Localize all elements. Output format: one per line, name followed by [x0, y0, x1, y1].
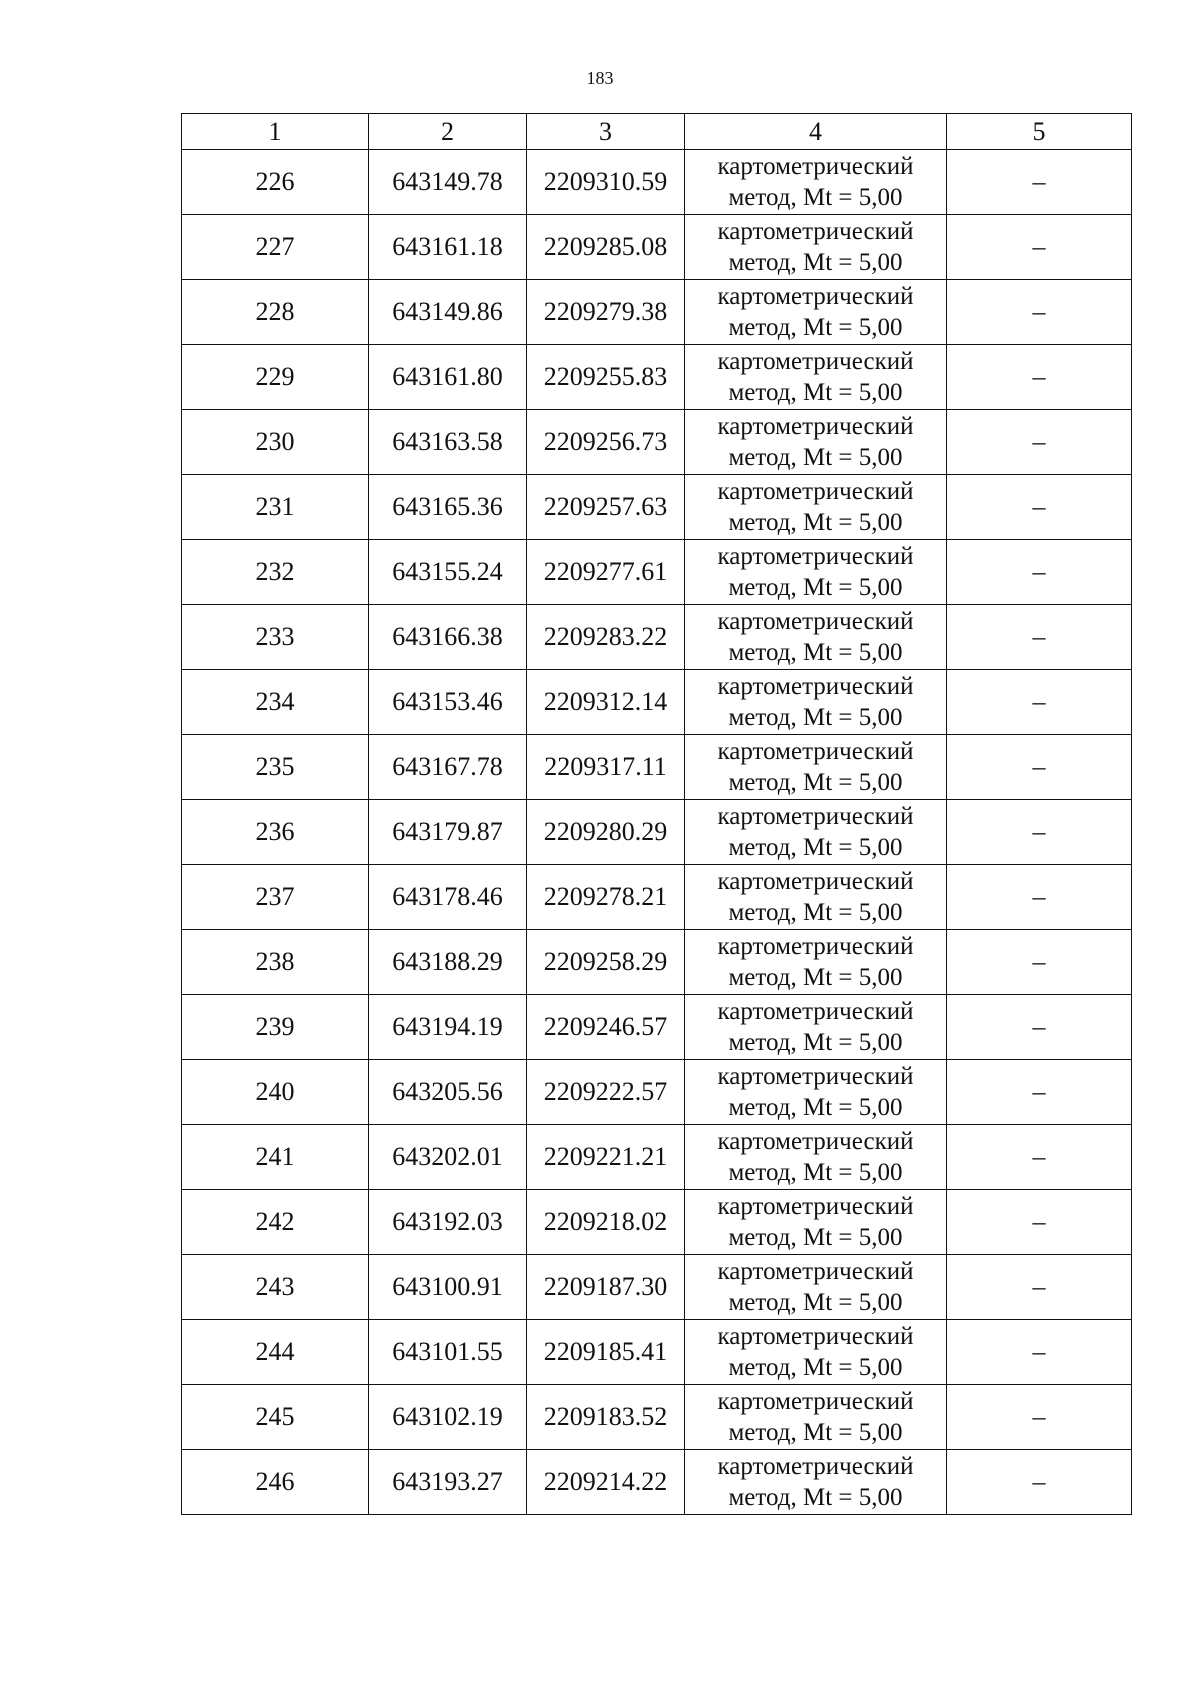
method-line-1: картометрический [717, 153, 914, 180]
y-coordinate-cell: 2209183.52 [527, 1385, 685, 1450]
method-line-2: метод, Mt = 5,00 [728, 834, 903, 861]
point-number-cell: 241 [182, 1125, 369, 1190]
method-cell [685, 475, 947, 540]
y-coordinate-cell: 2209256.73 [527, 410, 685, 475]
method-line-2: метод, Mt = 5,00 [728, 444, 903, 471]
method-line-1: картометрический [717, 608, 914, 635]
method-line-2: метод, Mt = 5,00 [728, 574, 903, 601]
x-coordinate-cell: 643178.46 [369, 865, 527, 930]
method-line-1: картометрический [717, 803, 914, 830]
table-row [182, 865, 1132, 930]
note-cell: – [947, 280, 1132, 345]
x-coordinate-cell: 643166.38 [369, 605, 527, 670]
method-cell [685, 345, 947, 410]
method-line-2: метод, Mt = 5,00 [728, 1354, 903, 1381]
y-coordinate-cell: 2209222.57 [527, 1060, 685, 1125]
method-line-2: метод, Mt = 5,00 [728, 379, 903, 406]
table-row [182, 280, 1132, 345]
x-coordinate-cell: 643194.19 [369, 995, 527, 1060]
table-row [182, 1125, 1132, 1190]
method-cell [685, 995, 947, 1060]
point-number-cell: 230 [182, 410, 369, 475]
method-cell [685, 865, 947, 930]
point-number-cell: 233 [182, 605, 369, 670]
note-cell: – [947, 150, 1132, 215]
table-row [182, 540, 1132, 605]
x-coordinate-cell: 643161.80 [369, 345, 527, 410]
table-row [182, 1450, 1132, 1515]
point-number-cell: 235 [182, 735, 369, 800]
method-cell [685, 1385, 947, 1450]
method-line-2: метод, Mt = 5,00 [728, 1419, 903, 1446]
note-cell: – [947, 1320, 1132, 1385]
method-line-2: метод, Mt = 5,00 [728, 184, 903, 211]
y-coordinate-cell: 2209214.22 [527, 1450, 685, 1515]
method-line-1: картометрический [717, 1258, 914, 1285]
method-line-1: картометрический [717, 543, 914, 570]
point-number-cell: 238 [182, 930, 369, 995]
method-cell [685, 1190, 947, 1255]
table-row [182, 345, 1132, 410]
point-number-cell: 237 [182, 865, 369, 930]
method-line-1: картометрический [717, 348, 914, 375]
y-coordinate-cell: 2209246.57 [527, 995, 685, 1060]
method-line-2: метод, Mt = 5,00 [728, 509, 903, 536]
x-coordinate-cell: 643149.86 [369, 280, 527, 345]
note-cell: – [947, 1125, 1132, 1190]
table-row [182, 1190, 1132, 1255]
method-line-1: картометрический [717, 1193, 914, 1220]
method-cell [685, 1255, 947, 1320]
point-number-cell: 228 [182, 280, 369, 345]
point-number-cell: 232 [182, 540, 369, 605]
method-line-2: метод, Mt = 5,00 [728, 964, 903, 991]
method-line-2: метод, Mt = 5,00 [728, 704, 903, 731]
table-body [182, 150, 1132, 1515]
x-coordinate-cell: 643100.91 [369, 1255, 527, 1320]
point-number-cell: 226 [182, 150, 369, 215]
y-coordinate-cell: 2209221.21 [527, 1125, 685, 1190]
page-number: 183 [586, 68, 614, 88]
table-row [182, 1385, 1132, 1450]
method-cell [685, 280, 947, 345]
method-line-1: картометрический [717, 738, 914, 765]
x-coordinate-cell: 643153.46 [369, 670, 527, 735]
note-cell: – [947, 1255, 1132, 1320]
note-cell: – [947, 475, 1132, 540]
table-row [182, 800, 1132, 865]
method-line-2: метод, Mt = 5,00 [728, 249, 903, 276]
method-line-2: метод, Mt = 5,00 [728, 639, 903, 666]
method-line-1: картометрический [717, 868, 914, 895]
method-cell [685, 540, 947, 605]
note-cell: – [947, 1450, 1132, 1515]
method-line-2: метод, Mt = 5,00 [728, 899, 903, 926]
x-coordinate-cell: 643102.19 [369, 1385, 527, 1450]
table-row [182, 215, 1132, 280]
point-number-cell: 244 [182, 1320, 369, 1385]
note-cell: – [947, 930, 1132, 995]
y-coordinate-cell: 2209257.63 [527, 475, 685, 540]
note-cell: – [947, 540, 1132, 605]
method-cell [685, 605, 947, 670]
x-coordinate-cell: 643192.03 [369, 1190, 527, 1255]
x-coordinate-cell: 643188.29 [369, 930, 527, 995]
table-row [182, 605, 1132, 670]
table-row [182, 1255, 1132, 1320]
coordinates-table [181, 113, 1132, 1515]
note-cell: – [947, 215, 1132, 280]
y-coordinate-cell: 2209218.02 [527, 1190, 685, 1255]
x-coordinate-cell: 643101.55 [369, 1320, 527, 1385]
note-cell: – [947, 995, 1132, 1060]
method-line-1: картометрический [717, 1128, 914, 1155]
y-coordinate-cell: 2209258.29 [527, 930, 685, 995]
note-cell: – [947, 1385, 1132, 1450]
method-line-1: картометрический [717, 1063, 914, 1090]
y-coordinate-cell: 2209317.11 [527, 735, 685, 800]
column-header-4: 4 [685, 114, 947, 150]
method-line-2: метод, Mt = 5,00 [728, 1159, 903, 1186]
note-cell: – [947, 865, 1132, 930]
method-line-2: метод, Mt = 5,00 [728, 1224, 903, 1251]
method-cell [685, 800, 947, 865]
point-number-cell: 239 [182, 995, 369, 1060]
x-coordinate-cell: 643165.36 [369, 475, 527, 540]
column-header-3: 3 [527, 114, 685, 150]
y-coordinate-cell: 2209187.30 [527, 1255, 685, 1320]
table-row [182, 475, 1132, 540]
note-cell: – [947, 670, 1132, 735]
y-coordinate-cell: 2209312.14 [527, 670, 685, 735]
table-row [182, 150, 1132, 215]
method-line-1: картометрический [717, 478, 914, 505]
y-coordinate-cell: 2209310.59 [527, 150, 685, 215]
table-row [182, 995, 1132, 1060]
method-line-1: картометрический [717, 283, 914, 310]
x-coordinate-cell: 643167.78 [369, 735, 527, 800]
method-line-2: метод, Mt = 5,00 [728, 1094, 903, 1121]
point-number-cell: 243 [182, 1255, 369, 1320]
method-line-2: метод, Mt = 5,00 [728, 314, 903, 341]
method-line-1: картометрический [717, 1453, 914, 1480]
column-header-2: 2 [369, 114, 527, 150]
method-cell [685, 410, 947, 475]
table-row [182, 670, 1132, 735]
note-cell: – [947, 1190, 1132, 1255]
method-cell [685, 1060, 947, 1125]
y-coordinate-cell: 2209277.61 [527, 540, 685, 605]
x-coordinate-cell: 643161.18 [369, 215, 527, 280]
y-coordinate-cell: 2209185.41 [527, 1320, 685, 1385]
method-cell [685, 150, 947, 215]
point-number-cell: 231 [182, 475, 369, 540]
x-coordinate-cell: 643205.56 [369, 1060, 527, 1125]
point-number-cell: 246 [182, 1450, 369, 1515]
x-coordinate-cell: 643193.27 [369, 1450, 527, 1515]
x-coordinate-cell: 643202.01 [369, 1125, 527, 1190]
y-coordinate-cell: 2209278.21 [527, 865, 685, 930]
method-line-1: картометрический [717, 218, 914, 245]
y-coordinate-cell: 2209285.08 [527, 215, 685, 280]
point-number-cell: 245 [182, 1385, 369, 1450]
point-number-cell: 242 [182, 1190, 369, 1255]
table-row [182, 930, 1132, 995]
point-number-cell: 227 [182, 215, 369, 280]
point-number-cell: 229 [182, 345, 369, 410]
y-coordinate-cell: 2209283.22 [527, 605, 685, 670]
method-cell [685, 735, 947, 800]
method-cell [685, 215, 947, 280]
x-coordinate-cell: 643149.78 [369, 150, 527, 215]
method-line-2: метод, Mt = 5,00 [728, 1289, 903, 1316]
x-coordinate-cell: 643163.58 [369, 410, 527, 475]
y-coordinate-cell: 2209279.38 [527, 280, 685, 345]
note-cell: – [947, 1060, 1132, 1125]
method-line-2: метод, Mt = 5,00 [728, 1029, 903, 1056]
method-line-2: метод, Mt = 5,00 [728, 769, 903, 796]
note-cell: – [947, 345, 1132, 410]
method-line-1: картометрический [717, 1388, 914, 1415]
coordinates-table-container [181, 113, 1131, 1515]
x-coordinate-cell: 643179.87 [369, 800, 527, 865]
column-header-1: 1 [182, 114, 369, 150]
note-cell: – [947, 800, 1132, 865]
point-number-cell: 240 [182, 1060, 369, 1125]
table-row [182, 1320, 1132, 1385]
table-row [182, 1060, 1132, 1125]
x-coordinate-cell: 643155.24 [369, 540, 527, 605]
column-header-5: 5 [947, 114, 1132, 150]
point-number-cell: 234 [182, 670, 369, 735]
method-line-1: картометрический [717, 933, 914, 960]
method-cell [685, 670, 947, 735]
table-row [182, 735, 1132, 800]
method-line-1: картометрический [717, 998, 914, 1025]
method-cell [685, 1125, 947, 1190]
note-cell: – [947, 605, 1132, 670]
table-row [182, 410, 1132, 475]
method-cell [685, 1320, 947, 1385]
table-header-row [182, 114, 1132, 150]
method-line-1: картометрический [717, 673, 914, 700]
method-line-2: метод, Mt = 5,00 [728, 1484, 903, 1511]
y-coordinate-cell: 2209255.83 [527, 345, 685, 410]
method-line-1: картометрический [717, 1323, 914, 1350]
note-cell: – [947, 410, 1132, 475]
point-number-cell: 236 [182, 800, 369, 865]
note-cell: – [947, 735, 1132, 800]
method-cell [685, 1450, 947, 1515]
method-cell [685, 930, 947, 995]
y-coordinate-cell: 2209280.29 [527, 800, 685, 865]
method-line-1: картометрический [717, 413, 914, 440]
